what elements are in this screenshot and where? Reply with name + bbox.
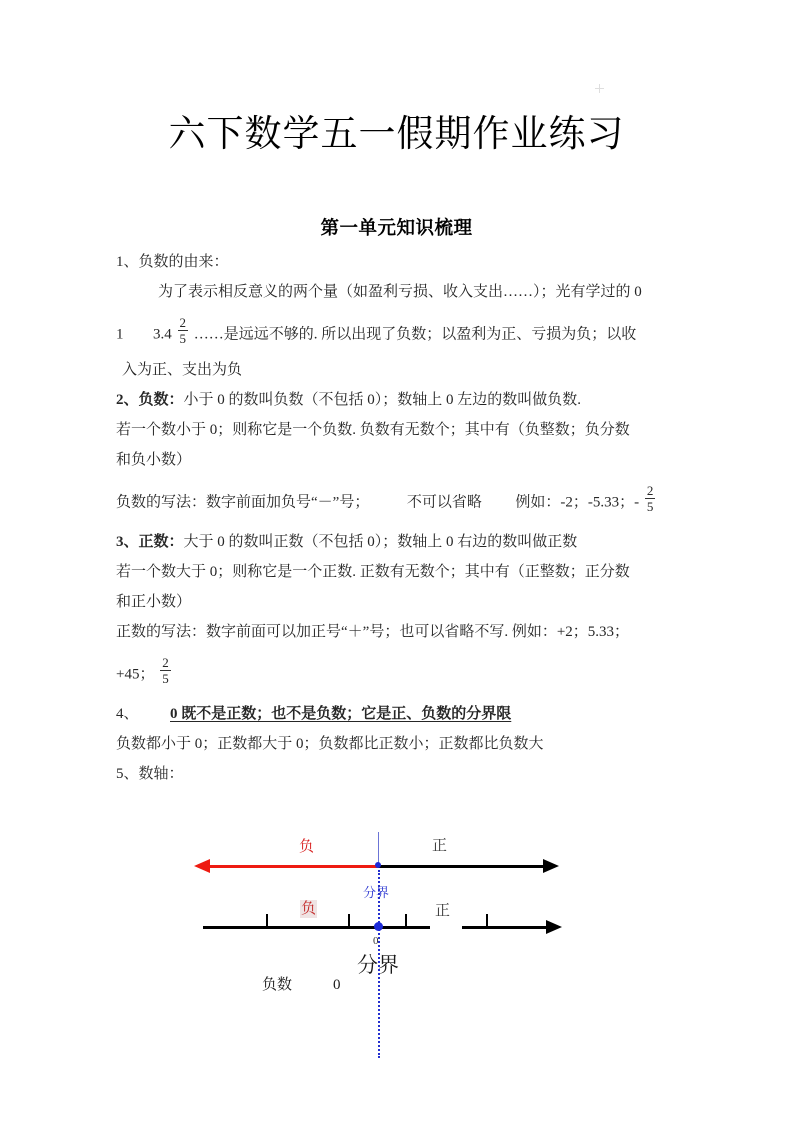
item3-line4: 正数的写法：数字前面可以加正号“＋”号；也可以省略不写. 例如：+2；5.33； — [116, 624, 630, 640]
fraction-two-fifths-c — [160, 656, 171, 685]
item3-line1 — [116, 532, 682, 553]
fraction-numerator: 2 — [162, 655, 169, 670]
line2-tick — [405, 914, 407, 927]
item2-line1-text: 小于 0 的数叫负数（不包括 0）；数轴上 0 左边的数叫做负数. — [183, 392, 582, 408]
line1-negative-axis — [208, 865, 379, 868]
item4-line1 — [116, 704, 682, 725]
fraction-numerator: 2 — [646, 483, 654, 498]
line1-positive-label: 正 — [432, 838, 448, 854]
line2-tick — [348, 914, 350, 927]
fraction-two-fifths-b — [645, 484, 656, 513]
page-title: 六下数学五一假期作业练习 — [168, 114, 625, 155]
item3-line1-text: 大于 0 的数叫正数（不包括 0）；数轴上 0 右边的数叫做正数 — [183, 534, 578, 550]
item1-line3: 入为正、支出为负 — [122, 362, 243, 378]
item2-label: 2、负数： — [116, 392, 184, 408]
item1-line2 — [116, 317, 682, 346]
item1-line1: 为了表示相反意义的两个量（如盈利亏损、收入支出……）；光有学过的 0 — [158, 284, 642, 300]
divider-label-bottom: 分界 — [357, 953, 399, 977]
item2-line4-mid: 不可以省略 — [406, 494, 482, 511]
item3-line2: 若一个数大于 0；则称它是一个正数. 正数有无数个；其中有（正整数；正分数 — [116, 564, 630, 580]
line1-left-arrowhead-icon — [194, 859, 210, 873]
page-corner-mark — [595, 84, 604, 93]
fraction-numerator: 2 — [179, 315, 186, 330]
item2-line4-post: 例如：-2；-5.33；- — [515, 494, 640, 511]
item3-line3: 和正小数） — [116, 594, 192, 610]
fraction-denominator: 5 — [162, 671, 169, 686]
fraction-denominator: 5 — [646, 499, 654, 514]
item4-line2: 负数都小于 0；正数都大于 0；负数都比正数小；正数都比负数大 — [116, 736, 544, 752]
item3-line5-pre: +45； — [116, 666, 155, 683]
bottom-negative-label: 负数 — [262, 977, 293, 993]
line2-tick — [486, 914, 488, 927]
line2-right-arrowhead-icon — [546, 920, 562, 934]
item1-line2-post: ……是远远不够的. 所以出现了负数；以盈利为正、亏损为负；以收 — [193, 326, 637, 343]
line1-positive-axis — [378, 865, 543, 868]
number-line-figure — [0, 828, 793, 1058]
item3-label: 3、正数： — [116, 534, 184, 550]
item2-line2: 若一个数小于 0；则称它是一个负数. 负数有无数个；其中有（负整数；负分数 — [116, 422, 630, 438]
item5-heading: 5、数轴： — [116, 766, 184, 782]
item3-line5 — [116, 657, 682, 686]
fraction-two-fifths-a — [178, 316, 189, 345]
item2-line1 — [116, 390, 682, 411]
line2-positive-label: 正 — [435, 903, 451, 919]
line2-negative-label: 负 — [301, 901, 317, 917]
line1-right-arrowhead-icon — [543, 859, 559, 873]
bottom-zero-label: 0 — [333, 977, 341, 993]
line2-zero-label: 0 — [373, 935, 379, 947]
item1-line2-mid: 3.4 — [153, 326, 172, 343]
item2-line4-pre: 负数的写法：数字前面加负号“－”号； — [116, 494, 370, 511]
document-body — [116, 252, 682, 785]
line2-tick — [266, 914, 268, 927]
line2-origin-dot — [374, 922, 383, 931]
divider-label-top: 分界 — [363, 885, 390, 900]
fraction-denominator: 5 — [179, 331, 186, 346]
item2-line3: 和负小数） — [116, 452, 192, 468]
line1-negative-label: 负 — [299, 839, 315, 855]
item4-number: 4、 — [116, 706, 139, 722]
item1-line2-pre: 1 — [116, 326, 124, 343]
item4-statement: 0 既不是正数；也不是负数；它是正、负数的分界限 — [170, 706, 512, 722]
item1-heading: 1、负数的由来： — [116, 254, 229, 270]
section-title: 第一单元知识梳理 — [320, 217, 473, 238]
line2-axis-gap — [430, 925, 462, 930]
item2-line4 — [116, 485, 682, 514]
line1-origin-dot — [375, 862, 381, 868]
